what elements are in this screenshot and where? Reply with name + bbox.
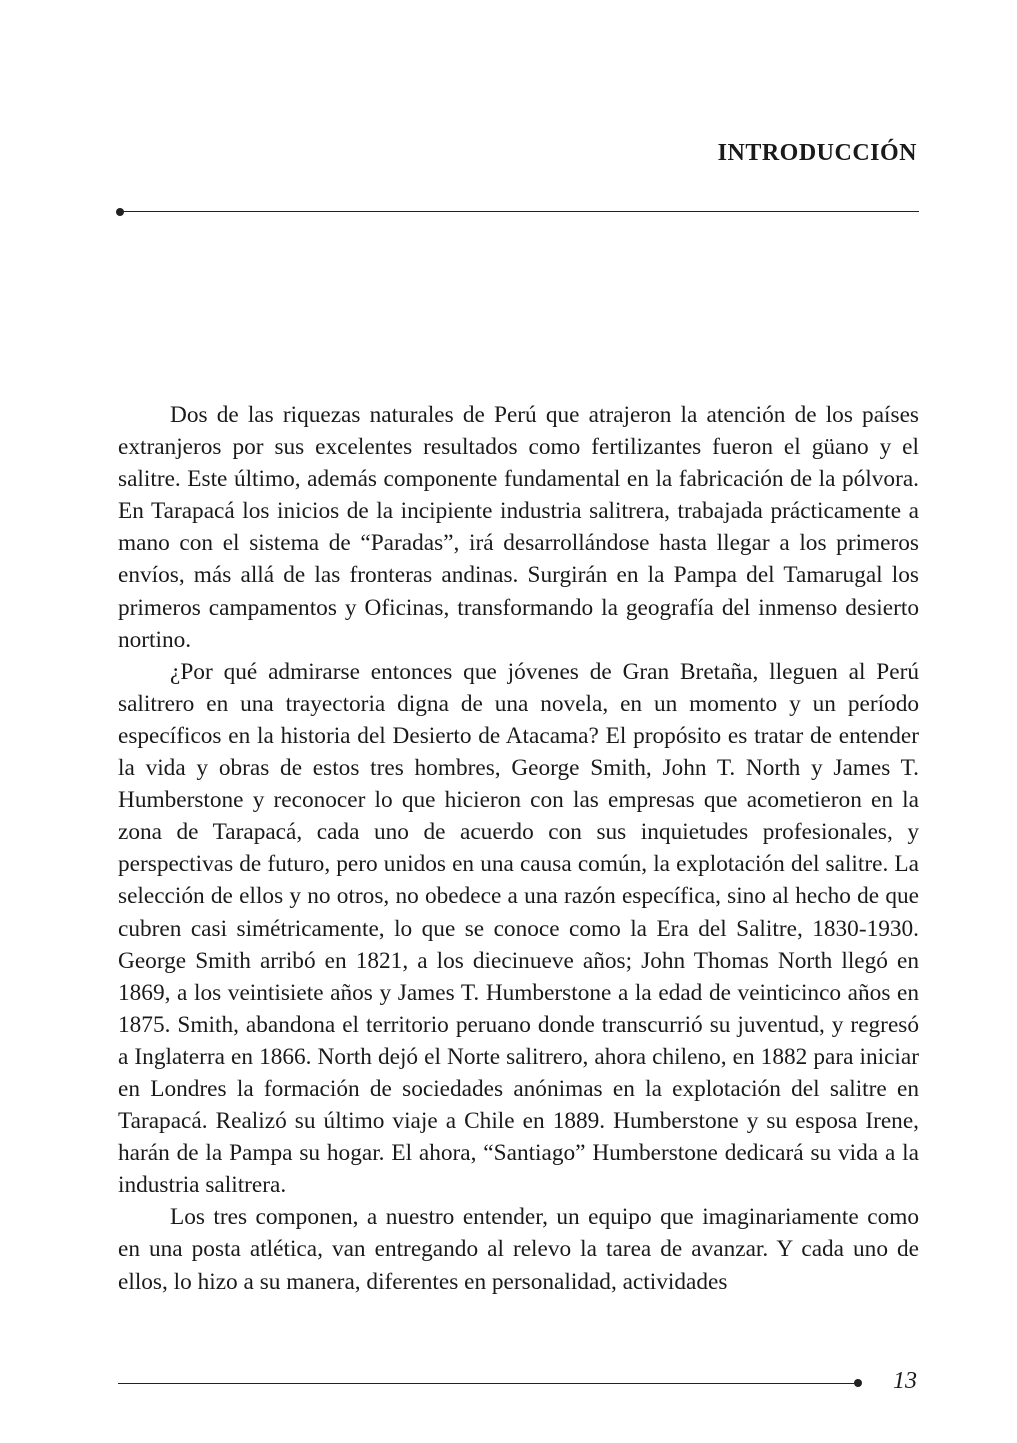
paragraph: ¿Por qué admirarse entonces que jóvenes de Gran Bretaña, lleguen al Perú salitrero en una trayectoria digna de una novela, en un momento y un período específicos en la historia del Desierto de Atacama? El propósito es tratar de entender la vida y obras de estos tres hombres, George Smith, John T. North y James T. Humberstone y reconocer lo que hicieron con las empresas que acometieron en la zona de Tarapacá, cada uno de acuerdo con sus inquietudes profesionales, y perspectivas de futuro, pero unidos en una causa común, la explotación del salitre. La selección de ellos y no otros, no obedece a una razón específica, sino al hecho de que cubren casi simétricamente, lo que se conoce como la Era del Salitre, 1830-1930. George Smith arribó en 1821, a los diecinueve años; John Thomas North llegó en 1869, a los veintisiete años y James T. Humberstone a la edad de veinticinco años en 1875. Smith, abandona el territorio peruano donde transcurrió su juventud, y regresó a Inglaterra en 1866. North dejó el Norte salitrero, ahora chileno, en 1882 para iniciar en Londres la formación de sociedades anónimas en la explotación del salitre en Tarapacá. Realizó su último viaje a Chile en 1889. Humberstone y su esposa Irene, harán de la Pampa su hogar. El ahora, “Santiago” Humberstone dedicará su vida a la industria salitrera. (118, 658, 919, 1199)
footer-rule (118, 1383, 858, 1384)
paragraph: Dos de las riquezas naturales de Perú que atrajeron la atención de los países extranjeros por sus excelentes resultados como fertilizantes fueron el güano y el salitre. Este último, además componente fundamental en la fabricación de la pólvora. En Tarapacá los inicios de la incipiente industria salitrera, trabajada prácticamente a mano con el sistema de “Paradas”, irá desarrollándose hasta llegar a los primeros envíos, más allá de las fronteras andinas. Surgirán en la Pampa del Tamarugal los primeros campamentos y Oficinas, transformando la geografía del inmenso desierto nortino. (118, 402, 919, 653)
page-number: 13 (893, 1368, 917, 1394)
body-text (118, 399, 919, 1298)
footer-rule-bullet (854, 1379, 862, 1387)
paragraph: Los tres componen, a nuestro entender, un equipo que imaginariamente como en una posta atlética, van entregando al relevo la tarea de avanzar. Y cada uno de ellos, lo hizo a su manera, diferentes en personalidad, actividades (118, 1204, 919, 1295)
chapter-title: INTRODUCCIÓN (717, 140, 917, 166)
header-rule (120, 211, 919, 212)
header-rule-bullet (116, 208, 124, 216)
